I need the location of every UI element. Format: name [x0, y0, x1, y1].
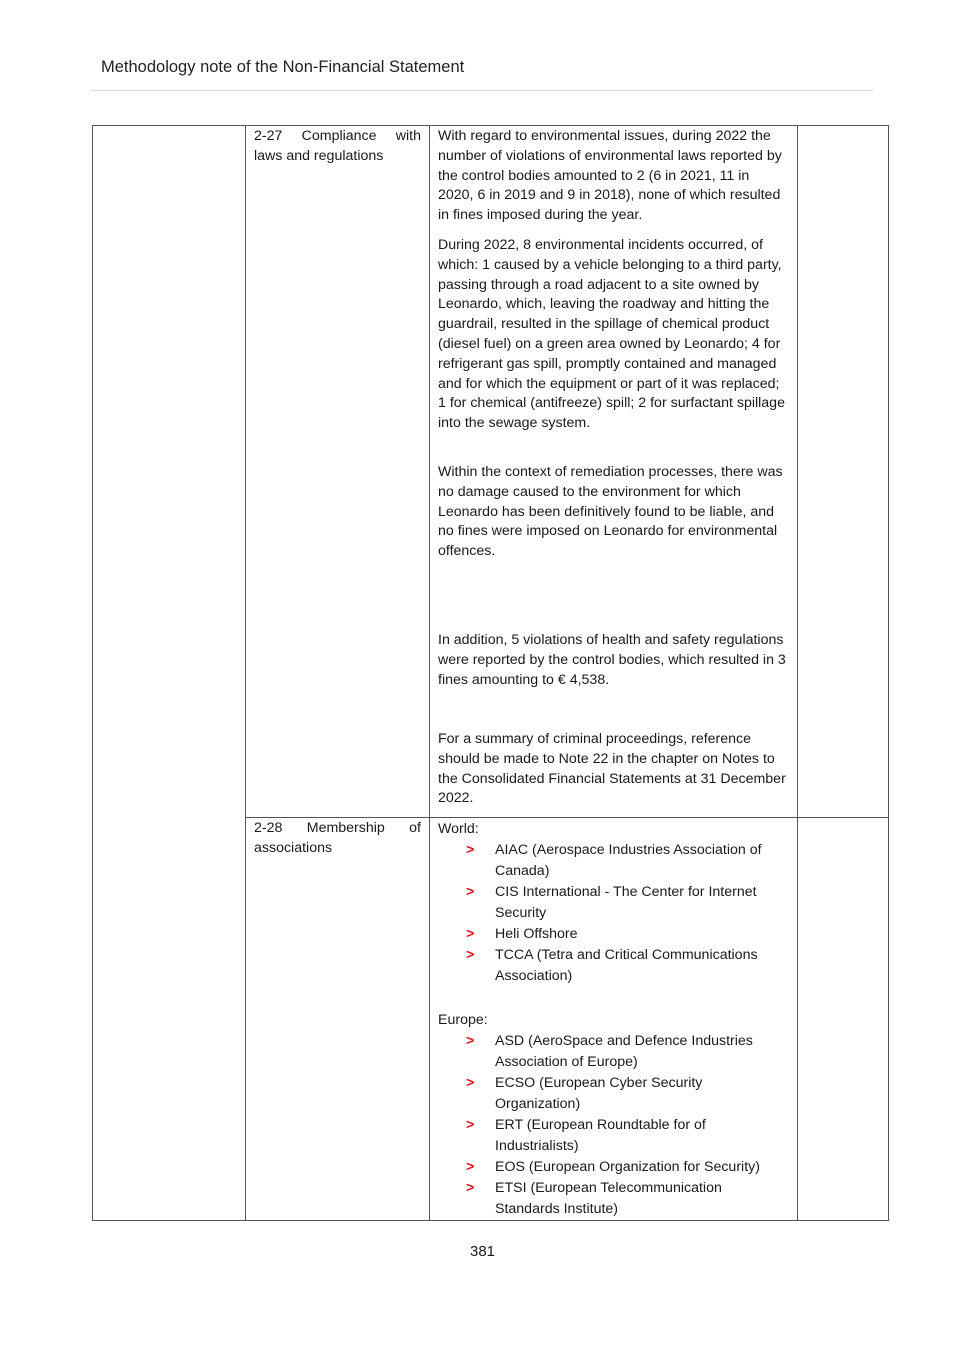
paragraph-environmental-incidents: During 2022, 8 environmental incidents occurred, of which: 1 caused by a vehicle belonging to a third party, passing through a road adjacent to a site owned by Leonardo, which, leaving the roadway and hitting the guardrail, resulted in the spillage of chemical product (diesel fuel) on a green area owned by Leonardo; 4 for refrigerant gas spill, promptly contained and managed and for which the equipment or part of it was replaced; 1 for chemical (antifreeze) spill; 2 for surfactant spillage into the sewage system. [438, 237, 785, 432]
list-item-text: ASD (AeroSpace and Defence Industries Association of Europe) [495, 1033, 753, 1070]
list-item [438, 1073, 788, 1115]
paragraph-criminal-proceedings: For a summary of criminal proceedings, reference should be made to Note 22 in the chapter on Notes to the Consolidated Financial Statements at 31 December 2022. [438, 731, 786, 807]
list-item [438, 840, 788, 882]
column-divider-1 [245, 125, 246, 1221]
list-item-text: ECSO (European Cyber Security Organization) [495, 1075, 703, 1112]
bullet-arrow-icon: > [466, 1075, 475, 1091]
disclosure-label-2-28: 2-28 Membership of associations [254, 820, 421, 856]
row-divider [245, 817, 888, 818]
list-item [438, 1115, 788, 1157]
header-divider [90, 90, 873, 91]
list-item-text: CIS International - The Center for Internet Security [495, 884, 757, 921]
list-item-text: Heli Offshore [495, 926, 578, 942]
bullet-arrow-icon: > [466, 1117, 475, 1133]
paragraph-environmental-violations: With regard to environmental issues, during 2022 the number of violations of environmental laws reported by the control bodies amounted to 2 (6 in 2021, 11 in 2020, 6 in 2019 and 9 in 2018), none of which resulted in fines imposed during the year. [438, 128, 782, 224]
bullet-arrow-icon: > [466, 1033, 475, 1049]
list-item-text: ERT (European Roundtable for of Industrialists) [495, 1117, 706, 1154]
group-title-europe: Europe: [438, 1012, 488, 1028]
column-divider-3 [797, 125, 798, 1221]
group-title-world: World: [438, 821, 479, 837]
bullet-arrow-icon: > [466, 926, 475, 942]
column-divider-2 [429, 125, 430, 1221]
page-header-title: Methodology note of the Non-Financial Statement [101, 58, 465, 76]
list-item [438, 882, 788, 924]
list-item [438, 924, 788, 945]
list-item-text: EOS (European Organization for Security) [495, 1159, 760, 1175]
list-item [438, 1178, 788, 1220]
bullet-arrow-icon: > [466, 1159, 475, 1175]
world-associations-list [438, 840, 788, 987]
europe-associations-list [438, 1031, 788, 1220]
gri-table [92, 125, 889, 1221]
page-number: 381 [469, 1243, 496, 1260]
list-item-text: TCCA (Tetra and Critical Communications Association) [495, 947, 758, 984]
bullet-arrow-icon: > [466, 884, 475, 900]
bullet-arrow-icon: > [466, 947, 475, 963]
list-item [438, 1031, 788, 1073]
disclosure-label-2-27: 2-27 Compliance with laws and regulations [254, 128, 421, 164]
list-item-text: ETSI (European Telecommunication Standards Institute) [495, 1180, 722, 1217]
paragraph-health-safety: In addition, 5 violations of health and safety regulations were reported by the control bodies, which resulted in 3 fines amounting to € 4,538. [438, 632, 786, 688]
paragraph-remediation: Within the context of remediation processes, there was no damage caused to the environment for which Leonardo has been definitively found to be liable, and no fines were imposed on Leonardo for environmental offences. [438, 464, 783, 560]
bullet-arrow-icon: > [466, 842, 475, 858]
list-item-text: AIAC (Aerospace Industries Association of Canada) [495, 842, 762, 879]
list-item [438, 945, 788, 987]
bullet-arrow-icon: > [466, 1180, 475, 1196]
list-item [438, 1157, 788, 1178]
